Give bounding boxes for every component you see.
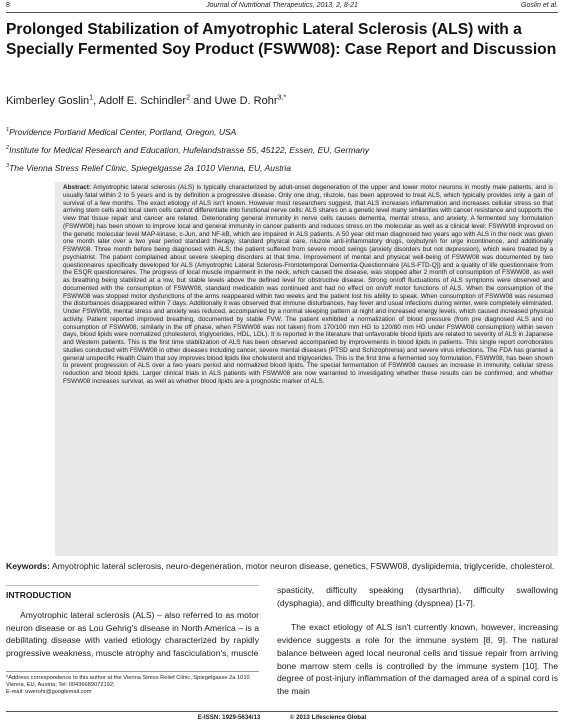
footnote-divider <box>6 671 259 672</box>
correspondence-footnote <box>6 675 259 696</box>
abstract <box>63 184 553 386</box>
body-column-right <box>277 584 558 698</box>
issn: E-ISSN: 1929-5634/13 <box>197 714 261 721</box>
body-column-left <box>6 609 259 660</box>
author-affiliation-mark: 1 <box>89 93 94 102</box>
affiliation <box>6 145 369 156</box>
footer-divider <box>6 711 558 712</box>
affiliation-number: 1 <box>6 127 10 134</box>
running-authors: Goslin et al. <box>521 2 558 9</box>
affiliation-number: 3 <box>6 163 10 170</box>
abstract-label: Abstract: <box>63 184 92 191</box>
affiliation <box>6 163 291 174</box>
keywords-text: Amyotrophic lateral sclerosis, neuro-degeneration, motor neuron disease, genetics, FSWW08, dyslipidemia, triglyceride, cholesterol. <box>49 561 555 571</box>
affiliation-text: Institute for Medical Research and Education, Hufelandstrasse 55, 45122, Essen, EU, Germany <box>9 145 370 155</box>
page-number: 8 <box>6 2 10 9</box>
affiliation-text: Providence Portland Medical Center, Portland, Oregon, USA <box>9 127 237 137</box>
author-affiliation-mark: 3,* <box>277 93 287 102</box>
body-paragraph: The exact etiology of ALS isn't currently known, however, increasing evidence suggests a role for the immune system [8, 9]. The natural balance between aged local neuronal cells and tissue repair from arriving bone marrow stem cells is controlled by the immune system [10]. The degree of post-injury inflammation of the damaged area of a spinal cord is the main <box>277 622 558 696</box>
copyright: © 2013 Lifescience Global <box>289 714 367 721</box>
abstract-text: Amyotrophic lateral sclerosis (ALS) is typically characterized by adult-onset degeneration of the upper and lower motor neurons in mostly male patients, and is usually fatal within 2 to 5 years and is by definition a progressive disease. Only one drug, riluzole, has been approved to treat ALS, which typically provides only a gain of survival of a few months. The exact etiology of ALS isn't known. However most researchers suggest, that ALS increases inflammation and increases cellular stress so that arriving stem cells and local stem cells cannot differentiate into functional nerve cells: ALS shares on a genetic level many similarities with cancer resistance and supports the view that tissue repair and cancer are related. Deteriorating general immunity in nerve cells causes dementia, mental stress, and anxiety. A fermented soy formulation (FSWW08) has been shown to improve local and general immunity in cancer patients and reduces stress on the molecular as well as a clinical level: FSWW08 improved on the genetic molecular level MAP-kinase, c-Jun, and NF-kB, which are impaired in ALS patients. A 50 year old man diagnosed two years ago with ALS in the neck was given one month later over a two year period standard therapy, standard physical care, riluzole anti-inflammatory drugs, oxybutynin for urge incontinence, and additionally FSWW08. Three month before being diagnosed with ALS; the patient suffered from severe mood swings (anxiety disorders but not depression), which were treated by a psychiatrist. The patient complained about severe sleeping disorders at that time. Improvement of mental and physical well-being of FSWW08 was documented by two questionnaires specifically developed for ALS (Amyotrophic Lateral Sclerosis-Frontotemporal Dementia-Questionnaire [ALS-FTD-Q]) and a quality of life questionnaire from the ESQR questionnaires. The progress of local muscle impairment in the neck, which caused the disease, was stopped after 2 month of consumption of FSWW08, as well as breathing being stabilized at a low, but stable levels above the defined level for obstructive disease. Strong on/off fluctuations of ALS symptoms were observed and documented with the consumption of FSWW08, standard medication was continued and had no effect on on/off motor functions of ALS. When the consumption of the FSWW08 was stopped motor dysfunctions of the arms reappeared within two weeks and the patient lost his ability to speak. When consumption of FSWW08 was resumed the disturbances disappeared within 7 days. Additionally it was observed that immune disturbances, hay fever and usual infections during winter, were completely eliminated. Under FSWW08, mental stress and anxiety was reduced, accompanied by a normal sleeping pattern at night and increased energy levels, which caused increased physical activity. Patient reported improved breathing, documented by stable FVW. The patient exhibited a normalization of blood pressure (from pre diagnosed ALS and no consumption of FSWW08, similarly in the off phase, when FSWW08 was not taken) from 170/100 mm HG to 120/80 mm HG under FSWW08 consumption) within seven days, blood lipids were normalized (cholesterol, triglycerides, HDL, LDL). It is reported in the literature that unfavorable blood lipids are related to severity of ALS in Japanese and Western patients. This is the first time stabilization of ALS has been observed accompanied by improvements in blood lipids in patients. This single report corroborates studies conducted with FSWW08 in other diseases including cancer, severe mental diseases (PTSD and Schizophrenia) and severe virus infections. The FDA has granted a general unspecific Health Claim that soy improves blood lipids like cholesterol and triglycerides. This is the first time a fermented soy formulation, FSWW08, has been shown to prevent progression of ALS over a two years period and normalized blood lipids. The special fermentation of FSWW08 causes an increase in immunity, cellular stress reduction and blood lipids. Larger clinical trials in ALS patients with FSWW08 are now warranted to investigating whether these results can be confirmed, and whether FSWW08 increases survival, as well as whether blood lipids are a prognostic marker of ALS. <box>63 184 553 385</box>
affiliation-text: The Vienna Stress Relief Clinic, Spiegelgasse 2a 1010 Vienna, EU, Austria <box>9 163 292 173</box>
author-name: Kimberley Goslin <box>6 95 90 107</box>
author-list: Kimberley Goslin$^1$, Adolf E. Schindler$^2$ and Uwe D. Rohr$^{3,*}$ <box>6 93 287 107</box>
page-footer <box>0 714 564 721</box>
body-paragraph: spasticity, difficulty speaking (dysarthria), difficulty swallowing (dysphagia), and difficulty breathing (dyspnea) [1-7]. <box>277 585 558 608</box>
author-name: Uwe D. Rohr <box>214 95 278 107</box>
keywords <box>6 560 558 573</box>
author-name: Adolf E. Schindler <box>98 95 187 107</box>
footnote-email: E-mail: uwerohr@googlemail.com <box>6 689 92 695</box>
article-title: Prolonged Stabilization of Amyotrophic Lateral Sclerosis (ALS) with a Specially Fermented Soy Product (FSWW08): Case Report and Discussion <box>6 21 557 58</box>
section-heading: INTRODUCTION <box>6 590 72 600</box>
body-paragraph: Amyotrophic lateral sclerosis (ALS) – also referred to as motor neuron disease or as Lou Gehrig's disease in North America – is a debilitating disease with varied etiology characterized by rapidly progressive weakness, muscle atrophy and fasciculation's, muscle <box>6 610 259 659</box>
affiliation-number: 2 <box>6 145 10 152</box>
affiliation <box>6 127 236 138</box>
running-header <box>6 1 558 13</box>
section-divider <box>6 585 259 586</box>
keywords-label: Keywords: <box>6 561 50 571</box>
footnote-address: *Address correspondence to this author at the Vienna Stress Relief Clinic, Spiegelgasse 2a 1010 Vienna, EU, Austria; Tel: 00436689072192; <box>6 675 250 688</box>
journal-citation: Journal of Nutritional Therapeutics, 2013, 2, 8-21 <box>206 2 358 9</box>
author-affiliation-mark: 2 <box>186 93 191 102</box>
